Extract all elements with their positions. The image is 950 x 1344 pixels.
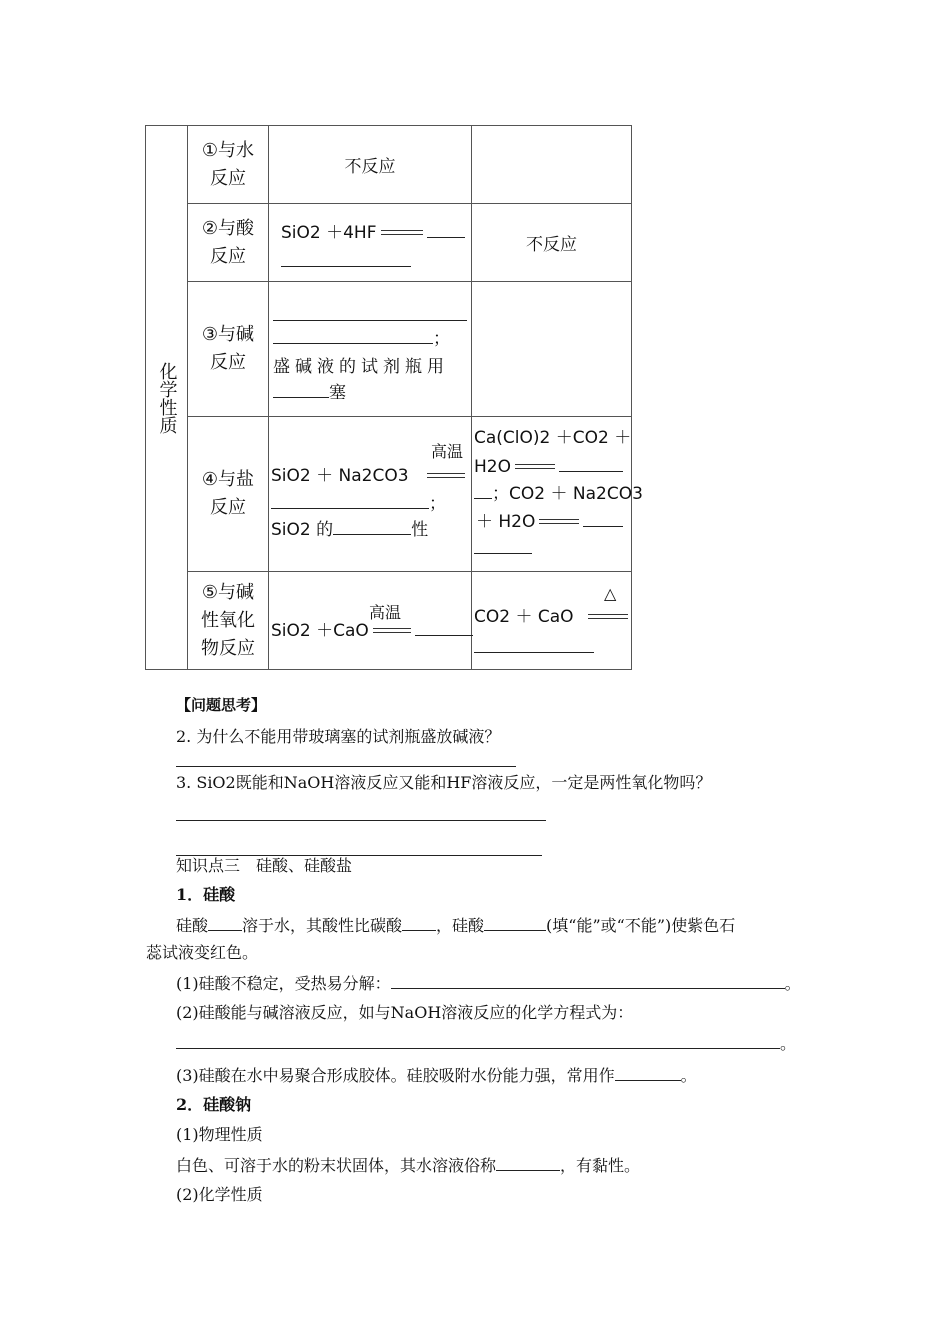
formula: SiO2 ＋4HF [281, 223, 377, 243]
knowledge-title: 知识点三 硅酸、硅酸盐 [176, 856, 353, 875]
equals-sign [515, 462, 555, 472]
sio2-cell: 不反应 [269, 126, 472, 204]
blank [583, 508, 623, 527]
blank [474, 634, 594, 653]
group-label-cell [146, 126, 188, 670]
item-2: (2)硅酸能与碱溶液反应，如与NaOH溶液反应的化学方程式为： [176, 1003, 634, 1022]
answer-line [176, 820, 546, 821]
row-name: ②与酸 反应 [188, 204, 269, 282]
blank [273, 325, 433, 344]
sio2-cell: 高温 SiO2 ＋ Na2CO3 ； SiO2 的 性 [269, 417, 472, 572]
formula: SiO2 ＋CaO [271, 621, 369, 641]
equals-sign [381, 228, 423, 238]
blank [496, 1154, 560, 1171]
blank [176, 1032, 780, 1049]
group-label: 化学性质 [156, 361, 178, 434]
blank [333, 516, 411, 535]
item-3: (3)硅酸在水中易聚合形成胶体。硅胶吸附水份能力强，常用作 。 [176, 1066, 697, 1085]
sio2-cell [269, 204, 472, 282]
blank [559, 453, 623, 472]
blank [273, 379, 329, 398]
paragraph: 蕊试液变红色。 [146, 943, 259, 962]
blank [271, 490, 429, 509]
row-name: ③与碱 反应 [188, 282, 269, 417]
item-2: (2)化学性质 [176, 1185, 263, 1204]
blank [415, 617, 473, 636]
blank [427, 219, 465, 238]
equals-sign [539, 517, 579, 527]
row-name: ④与盐 反应 [188, 417, 269, 572]
item-1: (1)物理性质 [176, 1125, 263, 1144]
co2-cell [472, 572, 632, 670]
question-3: 3. SiO2既能和NaOH溶液反应又能和HF溶液反应，一定是两性氧化物吗？ [176, 773, 712, 792]
blank [391, 972, 785, 989]
subsection-title: 1．硅酸 [176, 885, 236, 904]
table-row [146, 204, 632, 282]
row-name: ①与水 反应 [188, 126, 269, 204]
sio2-cell [269, 572, 472, 670]
paragraph: 白色、可溶于水的粉末状固体，其水溶液俗称 ，有黏性。 [176, 1156, 641, 1175]
condition-label: 高温 [431, 442, 464, 461]
row-name: ⑤与碱 性氧化 物反应 [188, 572, 269, 670]
co2-cell: 不反应 [472, 204, 632, 282]
answer-line [176, 766, 516, 767]
table-row [146, 126, 632, 204]
blank [273, 302, 467, 321]
heat-symbol: △ [604, 584, 617, 603]
table-row [146, 572, 632, 670]
equals-sign [373, 626, 411, 636]
paragraph: 硅酸 溶于水，其酸性比碳酸 ，硅酸 (填“能”或“不能”)使紫色石 [176, 916, 736, 935]
sio2-cell: ； 盛碱液的试剂瓶用 塞 [269, 282, 472, 417]
question-2: 2. 为什么不能用带玻璃塞的试剂瓶盛放碱液？ [176, 727, 501, 746]
section-heading: 【问题思考】 [176, 696, 267, 714]
blank [474, 480, 492, 499]
formula: CO2 ＋ CaO [474, 607, 574, 627]
table-row [146, 282, 632, 417]
formula: SiO2 ＋ Na2CO3 [271, 466, 409, 486]
co2-cell: Ca(ClO)2 ＋CO2 ＋ H2O ；CO2 ＋ Na2CO3 ＋ H2O [472, 417, 632, 572]
blank [208, 914, 242, 931]
equals-sign [588, 612, 628, 622]
co2-cell [472, 126, 632, 204]
subsection-title: 2．硅酸钠 [176, 1095, 252, 1114]
blank [474, 535, 532, 554]
blank [615, 1064, 681, 1081]
item-2-answer: 。 [176, 1032, 796, 1055]
blank [402, 914, 436, 931]
equals-sign [427, 471, 465, 481]
blank [281, 248, 411, 267]
blank [484, 914, 546, 931]
item-1: (1)硅酸不稳定，受热易分解： 。 [176, 974, 801, 993]
table-row [146, 417, 632, 572]
co2-cell [472, 282, 632, 417]
condition-label: 高温 [369, 603, 402, 622]
chemical-properties-table [145, 125, 643, 670]
